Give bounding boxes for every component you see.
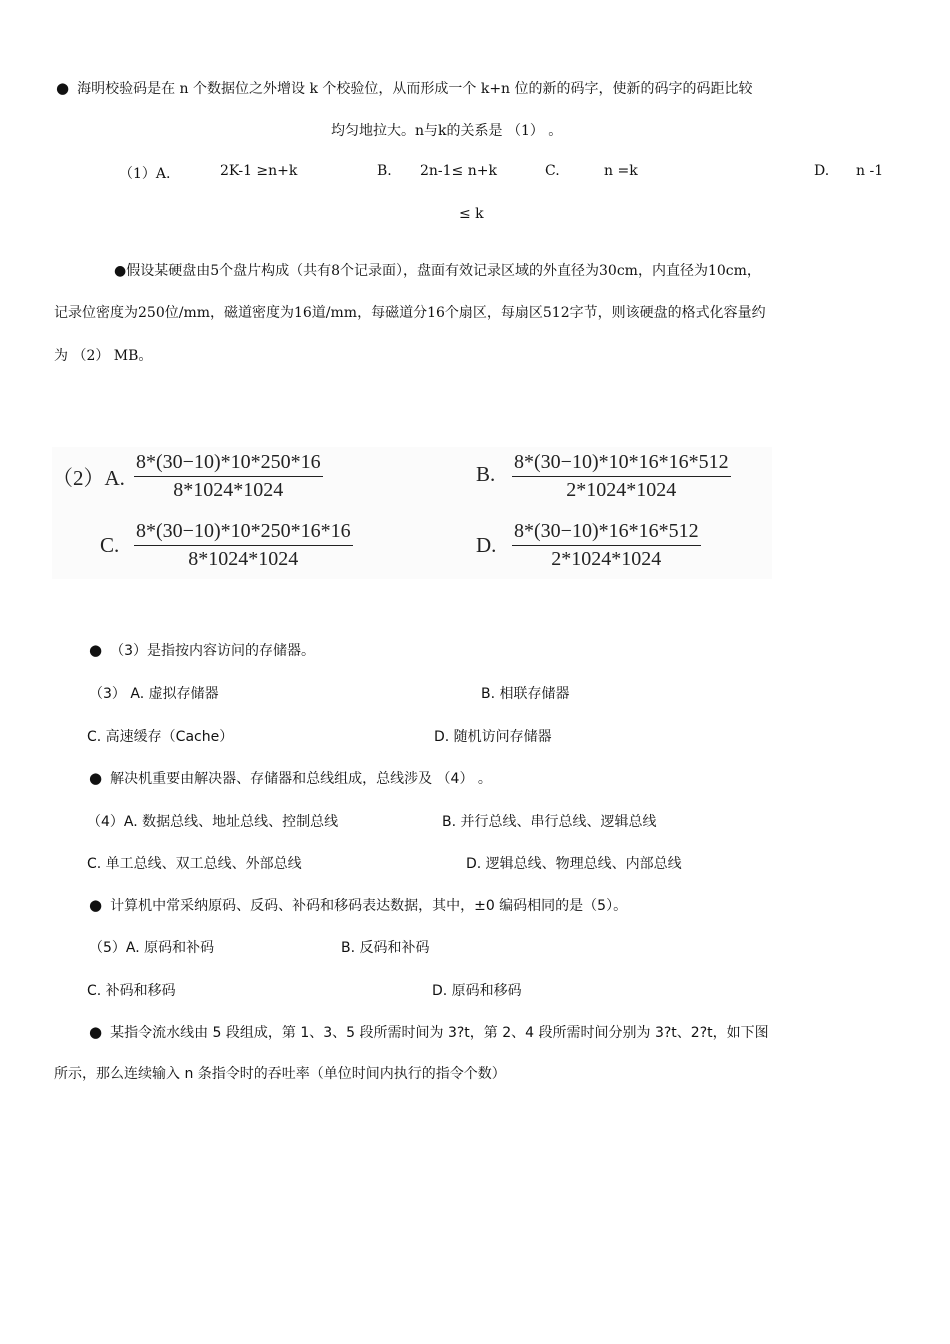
q5-option-a: （5）A. 原码和补码 xyxy=(89,940,215,956)
q1-option-c: n =k xyxy=(604,163,638,179)
q1-stem-text: 海明校验码是在 n 个数据位之外增设 k 个校验位，从而形成一个 k+n 位的新的码字，使新的码字的码距比较 xyxy=(77,81,753,97)
q1-option-d-line1: n -1 xyxy=(856,163,884,179)
bullet-icon: ● xyxy=(89,1023,103,1041)
q4-stem-text: 解决机重要由解决器、存储器和总线组成，总线涉及 （4） 。 xyxy=(110,771,492,787)
q3-option-a: （3） A. 虚拟存储器 xyxy=(89,686,219,702)
q2-stem-line2: 记录位密度为250位/mm，磁道密度为16道/mm，每磁道分16个扇区，每扇区512字节，则该硬盘的格式化容量约 xyxy=(54,305,766,321)
q4-option-a: （4）A. 数据总线、地址总线、控制总线 xyxy=(87,814,339,830)
q2-fraction-d-denominator: 2*1024*1024 xyxy=(551,548,662,570)
q5-stem-text: 计算机中常采纳原码、反码、补码和移码表达数据，其中，±0 编码相同的是（5）。 xyxy=(110,898,628,914)
q2-stem-line3: 为 （2） MB。 xyxy=(54,348,153,364)
q3-stem xyxy=(89,640,315,660)
q1-stem-line1 xyxy=(56,78,753,98)
q2-fraction-d-numerator: 8*(30−10)*16*16*512 xyxy=(512,520,701,546)
q2-fraction-c xyxy=(134,520,353,571)
q5-stem xyxy=(89,895,627,915)
q1-option-prefix: （1）A. xyxy=(119,166,171,182)
q2-fraction-b xyxy=(512,451,731,502)
q2-fraction-d xyxy=(512,520,701,571)
q2-label-a: （2）A. xyxy=(52,466,125,490)
q5-option-d: D. 原码和移码 xyxy=(432,983,522,999)
q2-fraction-b-numerator: 8*(30−10)*10*16*16*512 xyxy=(512,451,731,477)
q1-option-b-label: B. xyxy=(377,163,392,179)
q2-fraction-c-denominator: 8*1024*1024 xyxy=(188,548,299,570)
q2-label-b: B. xyxy=(476,462,496,486)
bullet-icon: ● xyxy=(89,769,103,787)
q2-label-c: C. xyxy=(100,533,120,557)
bullet-icon: ● xyxy=(56,79,70,97)
q1-option-a: 2K-1 ≥n+k xyxy=(220,163,298,179)
q2-formula-image xyxy=(52,447,772,579)
q2-fraction-c-numerator: 8*(30−10)*10*250*16*16 xyxy=(134,520,353,546)
q2-label-d: D. xyxy=(476,533,497,557)
q6-stem-line1 xyxy=(89,1022,769,1042)
q1-option-d-label: D. xyxy=(814,163,830,179)
q2-fraction-b-denominator: 2*1024*1024 xyxy=(566,479,677,501)
q4-option-d: D. 逻辑总线、物理总线、内部总线 xyxy=(466,856,682,872)
q3-stem-text: （3）是指按内容访问的存储器。 xyxy=(110,643,316,659)
q4-option-b: B. 并行总线、串行总线、逻辑总线 xyxy=(442,814,657,830)
q2-stem-line1: ●假设某硬盘由5个盘片构成（共有8个记录面），盘面有效记录区域的外直径为30cm，内直径为10cm， xyxy=(114,263,761,279)
q3-option-b: B. 相联存储器 xyxy=(481,686,570,702)
q6-stem-text: 某指令流水线由 5 段组成，第 1、3、5 段所需时间为 3?t，第 2、4 段所需时间分别为 3?t、2?t，如下图 xyxy=(110,1025,769,1041)
q6-stem-line2: 所示，那么连续输入 n 条指令时的吞吐率（单位时间内执行的指令个数） xyxy=(54,1066,506,1082)
q1-option-c-label: C. xyxy=(545,163,560,179)
q2-fraction-a-numerator: 8*(30−10)*10*250*16 xyxy=(134,451,323,477)
q2-fraction-a-denominator: 8*1024*1024 xyxy=(173,479,284,501)
q1-option-d-line2: ≤ k xyxy=(459,206,484,222)
q5-option-c: C. 补码和移码 xyxy=(87,983,176,999)
q1-option-b: 2n-1≤ n+k xyxy=(420,163,497,179)
q2-fraction-a xyxy=(134,451,323,502)
bullet-icon: ● xyxy=(89,896,103,914)
q3-option-c: C. 高速缓存（Cache） xyxy=(87,729,234,745)
q1-stem-line2: 均匀地拉大。n与k的关系是 （1） 。 xyxy=(331,123,563,139)
bullet-icon: ● xyxy=(89,641,103,659)
q4-stem xyxy=(89,768,492,788)
q4-option-c: C. 单工总线、双工总线、外部总线 xyxy=(87,856,302,872)
q5-option-b: B. 反码和补码 xyxy=(341,940,430,956)
q3-option-d: D. 随机访问存储器 xyxy=(434,729,552,745)
